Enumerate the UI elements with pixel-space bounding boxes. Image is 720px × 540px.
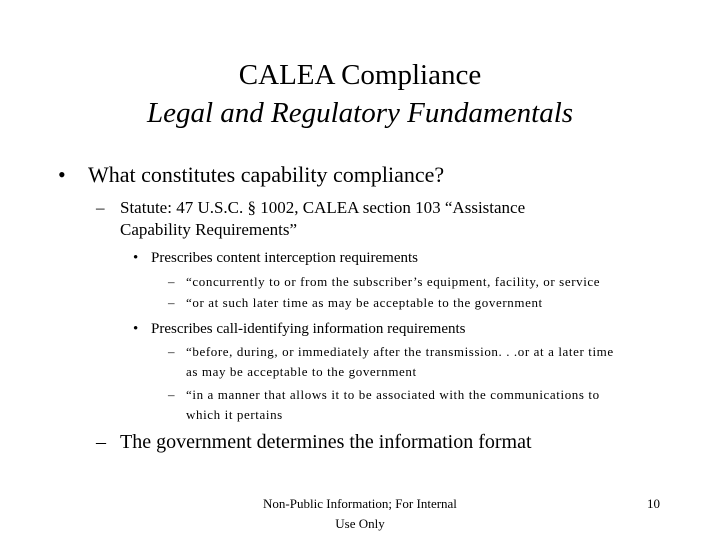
quote-text: “concurrently to or from the subscriber’s equipment, facility, or service (186, 274, 601, 289)
bullet-text: Prescribes content interception requirements (151, 250, 418, 266)
dash-marker: – (168, 344, 176, 359)
footer-notice (250, 494, 470, 534)
bullet-text: Prescribes call-identifying information requirements (151, 321, 466, 337)
slide-title: CALEA Compliance (238, 59, 482, 91)
sub-bullet-text-line2: Capability Requirements” (120, 220, 298, 239)
dash-marker: – (168, 274, 176, 289)
sub-bullet-text-line1: Statute: 47 U.S.C. § 1002, CALEA section 103 “Assistance (120, 198, 526, 217)
dash-marker: – (96, 431, 106, 453)
bullet-marker: • (58, 162, 66, 187)
bullet-text: What constitutes capability compliance? (88, 162, 445, 187)
footer-line1: Non-Public Information; For Internal (263, 496, 457, 511)
footer-line2: Use Only (335, 516, 385, 531)
slide-subtitle: Legal and Regulatory Fundamentals (146, 97, 574, 129)
dash-marker: – (96, 198, 105, 217)
dash-marker: – (168, 387, 176, 402)
bullet-marker: • (133, 321, 139, 337)
quote-text-line1: “in a manner that allows it to be associated with the communications to (186, 387, 600, 402)
quote-text-line1: “before, during, or immediately after the transmission. . .or at a later time (186, 344, 614, 359)
bullet-marker: • (133, 250, 139, 266)
sub-bullet-text: The government determines the information format (120, 431, 532, 453)
quote-text: “or at such later time as may be acceptable to the government (186, 295, 543, 310)
quote-text-line2: which it pertains (186, 407, 283, 422)
quote-text-line2: as may be acceptable to the government (186, 364, 417, 379)
dash-marker: – (168, 295, 176, 310)
page-number: 10 (647, 496, 660, 511)
